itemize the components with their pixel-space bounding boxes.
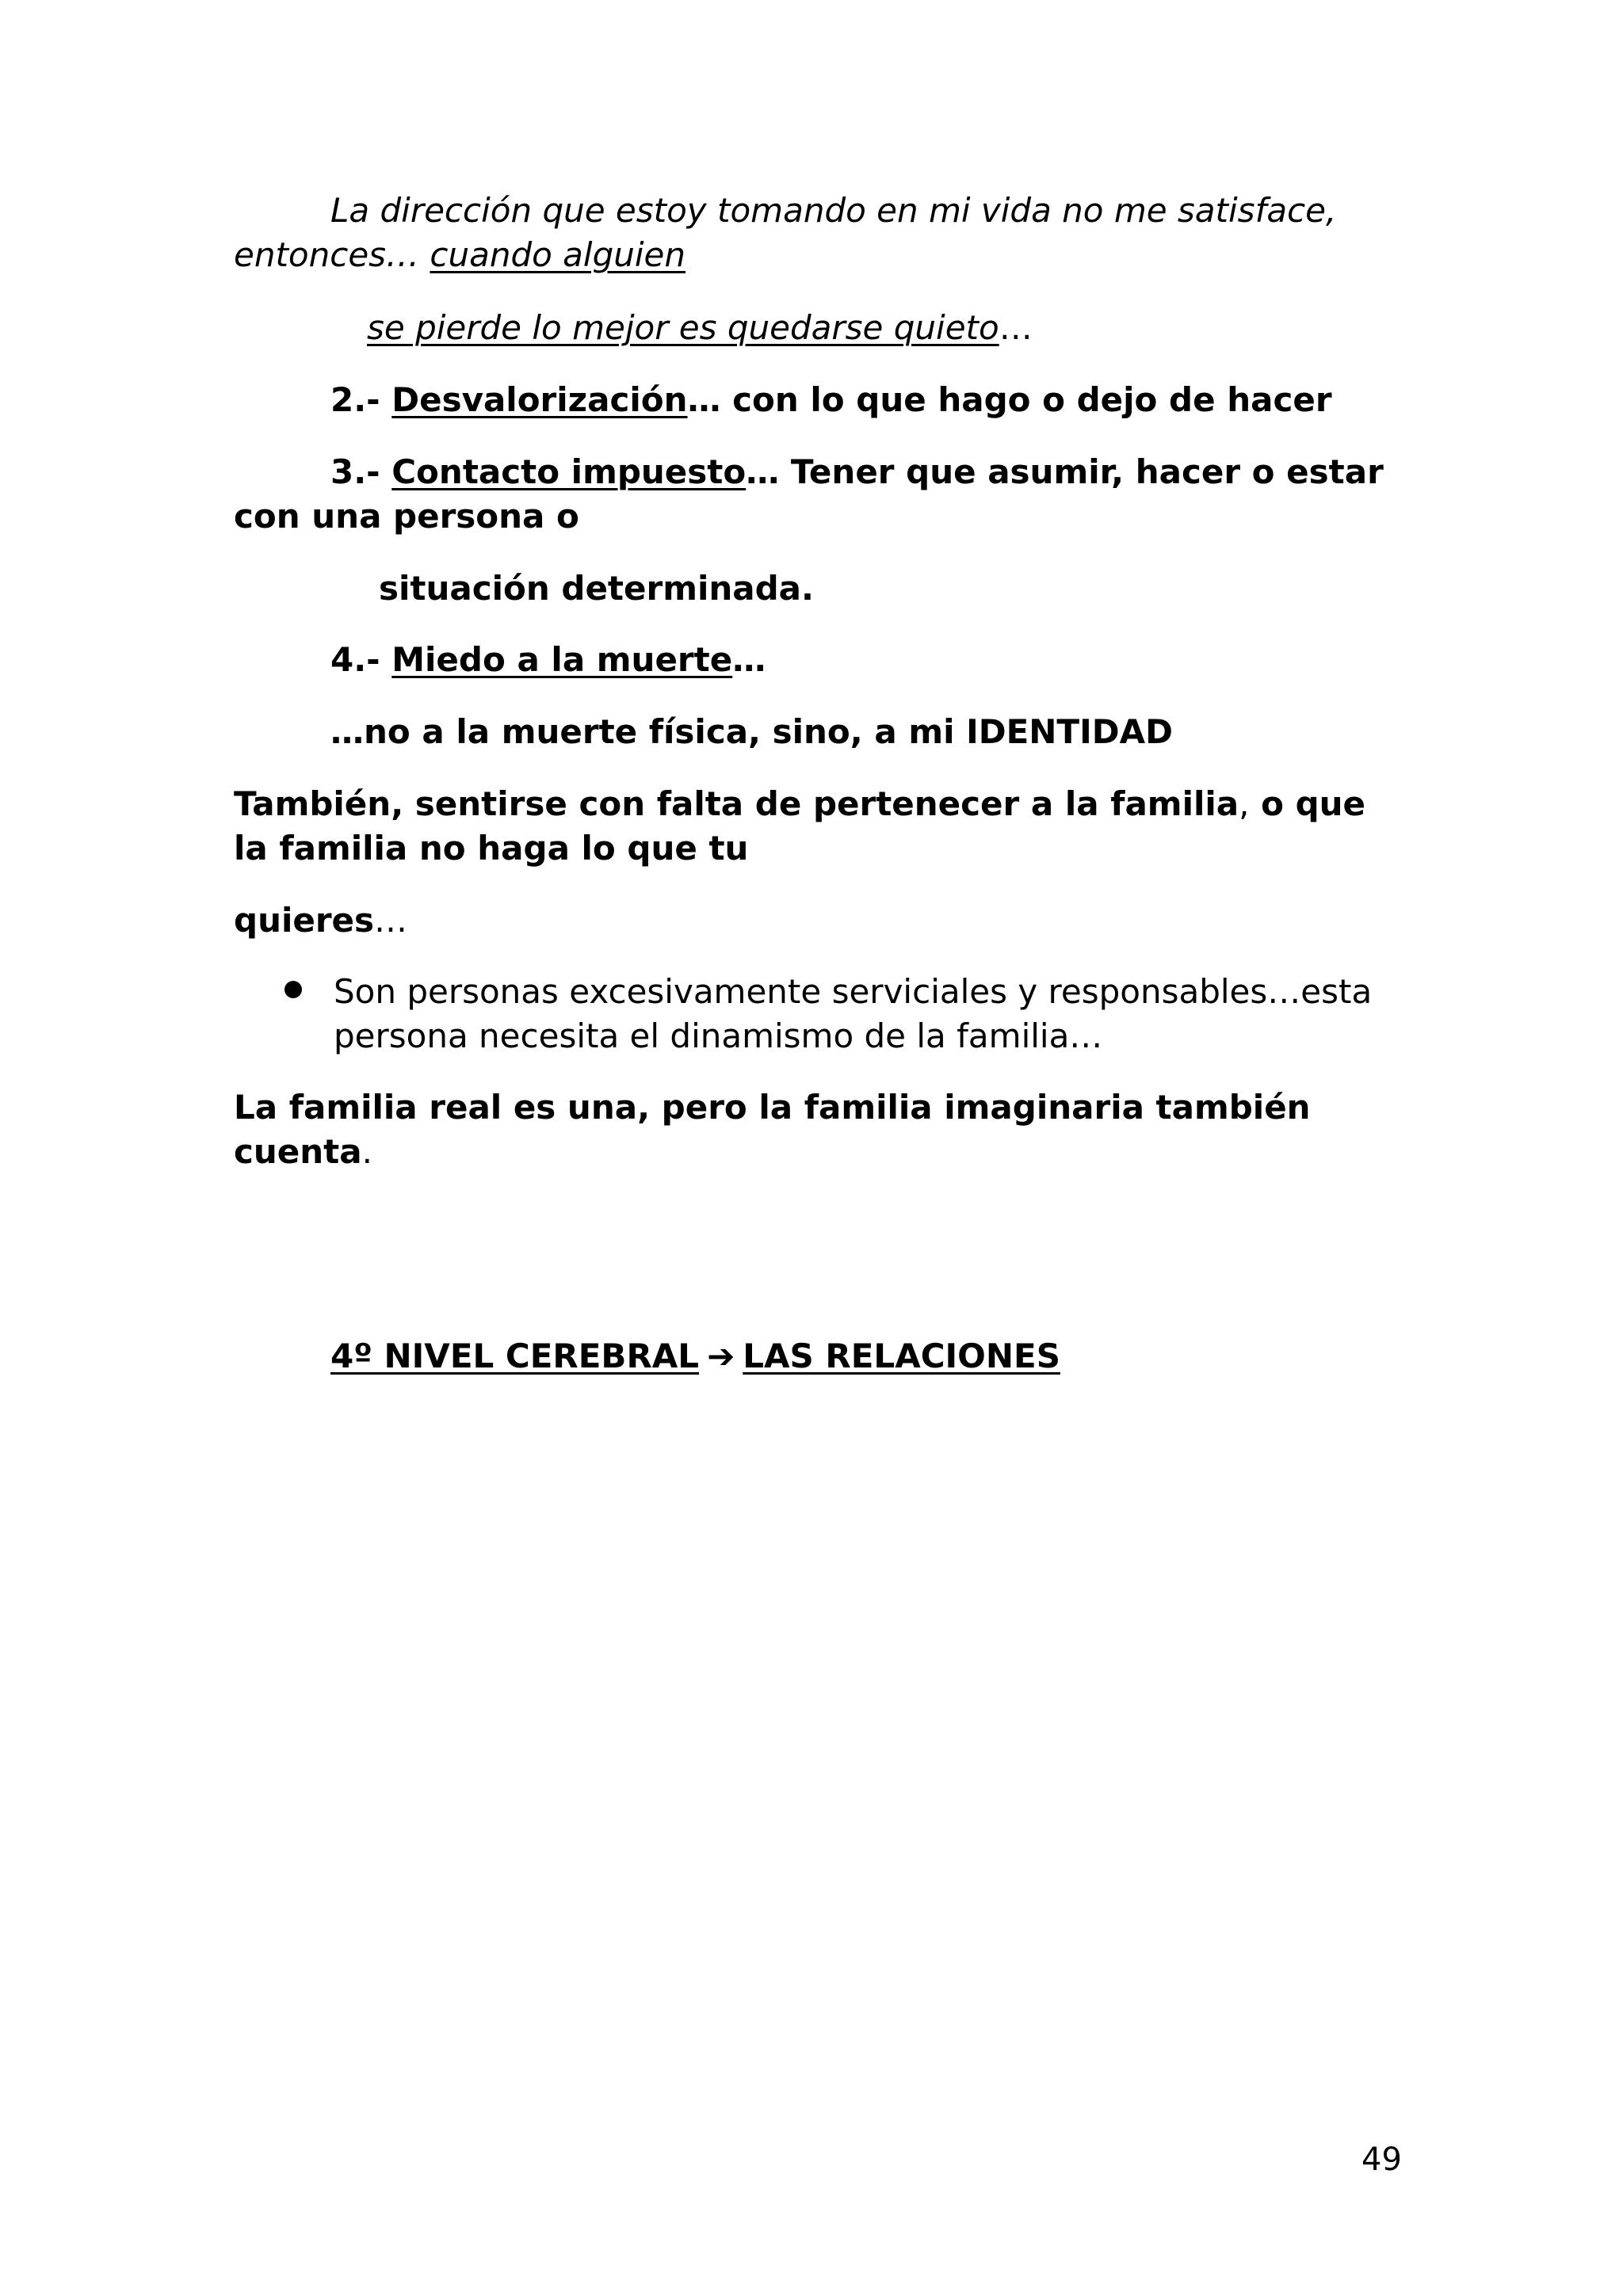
paragraph-situacion (379, 566, 1536, 611)
quieres-ellipsis: … (374, 901, 408, 940)
item-2-rest: … con lo que hago o dejo de hacer (687, 380, 1332, 419)
section-heading (330, 1334, 1487, 1379)
bullet-item (334, 970, 1388, 1058)
tambien-bold-1: También, sentirse con falta de pertenecer a la familia (234, 784, 1239, 823)
tambien-bold-2: o que la familia no haga lo que tu (234, 784, 1366, 868)
bullet-item-text: Son personas excesivamente serviciales y responsables…esta persona necesita el dinamismo de la familia… (334, 972, 1373, 1055)
paragraph-quedarse-quieto (367, 306, 1524, 350)
familia-real-bold: La familia real es una, pero la familia imaginaria también cuenta (234, 1088, 1311, 1171)
paragraph-identidad (330, 710, 1487, 754)
item-4-number: 4.- (330, 640, 392, 679)
paragraph-quieres (234, 898, 1391, 943)
paragraph-direccion (234, 189, 1391, 277)
heading-left: 4º NIVEL CEREBRAL (330, 1337, 700, 1375)
paragraph-familia-real (234, 1085, 1391, 1174)
familia-real-period: . (361, 1132, 372, 1171)
item-desvalorizacion (330, 378, 1487, 422)
item-miedo-muerte (330, 638, 1487, 682)
heading-right: LAS RELACIONES (743, 1337, 1060, 1375)
bullet-dot-icon (285, 981, 302, 998)
paragraph-direccion-text: La dirección que estoy tomando en mi vida no me satisface, entonces… (234, 191, 1337, 274)
tambien-comma: , (1239, 784, 1250, 823)
item-3-term: Contacto impuesto (391, 452, 747, 491)
situacion-text: situación determinada. (379, 569, 814, 608)
item-3-number: 3.- (330, 452, 392, 491)
page-number: 49 (1361, 2142, 1402, 2178)
arrow-right-icon: ➔ (707, 1337, 735, 1375)
quieres-bold: quieres (234, 901, 375, 940)
paragraph-tambien (234, 782, 1391, 871)
quedarse-quieto-ellipsis: … (999, 308, 1033, 347)
item-contacto-impuesto (234, 450, 1391, 539)
item-4-term: Miedo a la muerte (391, 640, 733, 679)
item-3-rest: … Tener que asumir, hacer o estar con una persona o (234, 452, 1384, 536)
item-2-number: 2.- (330, 380, 392, 419)
identidad-text: …no a la muerte física, sino, a mi IDENTIDAD (330, 712, 1173, 751)
quedarse-quieto-underlined: se pierde lo mejor es quedarse quieto (367, 308, 999, 347)
item-4-rest: … (732, 640, 766, 679)
paragraph-direccion-underlined: cuando alguien (430, 235, 685, 274)
item-2-term: Desvalorización (391, 380, 688, 419)
